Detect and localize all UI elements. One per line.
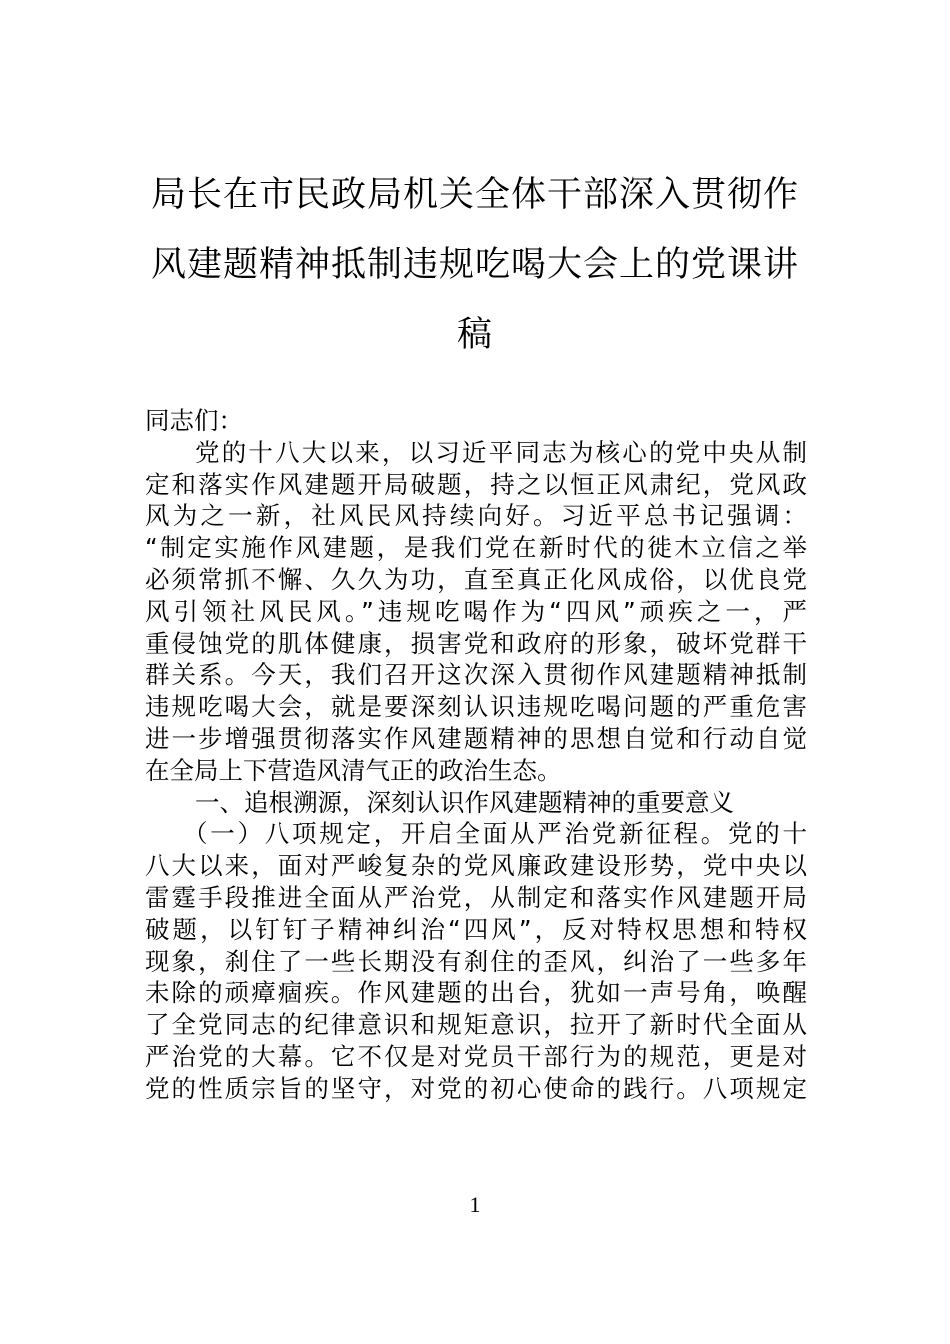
text-line: 未除的顽瘴痼疾。作风建题的出台，犹如一声号角，唤醒: [145, 978, 807, 1008]
text-line: 违规吃喝大会，就是要深刻认识违规吃喝问题的严重危害: [145, 692, 807, 722]
text-line: “制定实施作风建题，是我们党在新时代的徙木立信之举: [145, 533, 807, 563]
text-line: 党的十八大以来，以习近平同志为核心的党中央从制: [195, 437, 807, 467]
text-line: 严治党的大幕。它不仅是对党员干部行为的规范，更是对: [145, 1041, 807, 1071]
text-line: 八大以来，面对严峻复杂的党风廉政建设形势，党中央以: [145, 851, 807, 881]
text-line: 现象，刹住了一些长期没有刹住的歪风，纠治了一些多年: [145, 946, 807, 976]
section-heading: 一、追根溯源，深刻认识作风建题精神的重要意义: [195, 787, 734, 817]
document-title-line-2: 风建题精神抵制违规吃喝大会上的党课讲: [150, 245, 799, 285]
text-line: 风引领社风民风。”违规吃喝作为“四风”顽疾之一，严: [145, 596, 807, 626]
document-title-line-1: 局长在市民政局机关全体干部深入贯彻作: [150, 175, 799, 215]
text-line: 党的性质宗旨的坚守，对党的初心使命的践行。八项规定: [145, 1073, 807, 1103]
text-line: 了全党同志的纪律意识和规矩意识，拉开了新时代全面从: [145, 1010, 807, 1040]
text-line: 在全局上下营造风清气正的政治生态。: [145, 755, 562, 785]
document-body: [145, 405, 807, 1105]
text-line: 定和落实作风建题开局破题，持之以恒正风肃纪，党风政: [145, 469, 807, 499]
page-number: 1: [469, 1192, 481, 1217]
document-title-line-3: 稿: [456, 315, 493, 355]
text-line: 群关系。今天，我们召开这次深入贯彻作风建题精神抵制: [145, 660, 807, 690]
text-line: 风为之一新，社风民风持续向好。习近平总书记强调：: [145, 501, 807, 531]
text-line: 进一步增强贯彻落实作风建题精神的思想自觉和行动自觉: [145, 723, 807, 753]
text-line: 破题，以钉钉子精神纠治“四风”，反对特权思想和特权: [145, 914, 807, 944]
text-line: 必须常抓不懈、久久为功，直至真正化风成俗，以优良党: [145, 564, 807, 594]
salutation: 同志们：: [145, 406, 243, 435]
paragraph-2: [145, 818, 807, 1104]
text-line: 重侵蚀党的肌体健康，损害党和政府的形象，破坏党群干: [145, 628, 807, 658]
text-line: 雷霆手段推进全面从严治党，从制定和落实作风建题开局: [145, 882, 807, 912]
text-line: （一）八项规定，开启全面从严治党新征程。党的十: [183, 819, 807, 849]
paragraph-1: [145, 437, 807, 787]
